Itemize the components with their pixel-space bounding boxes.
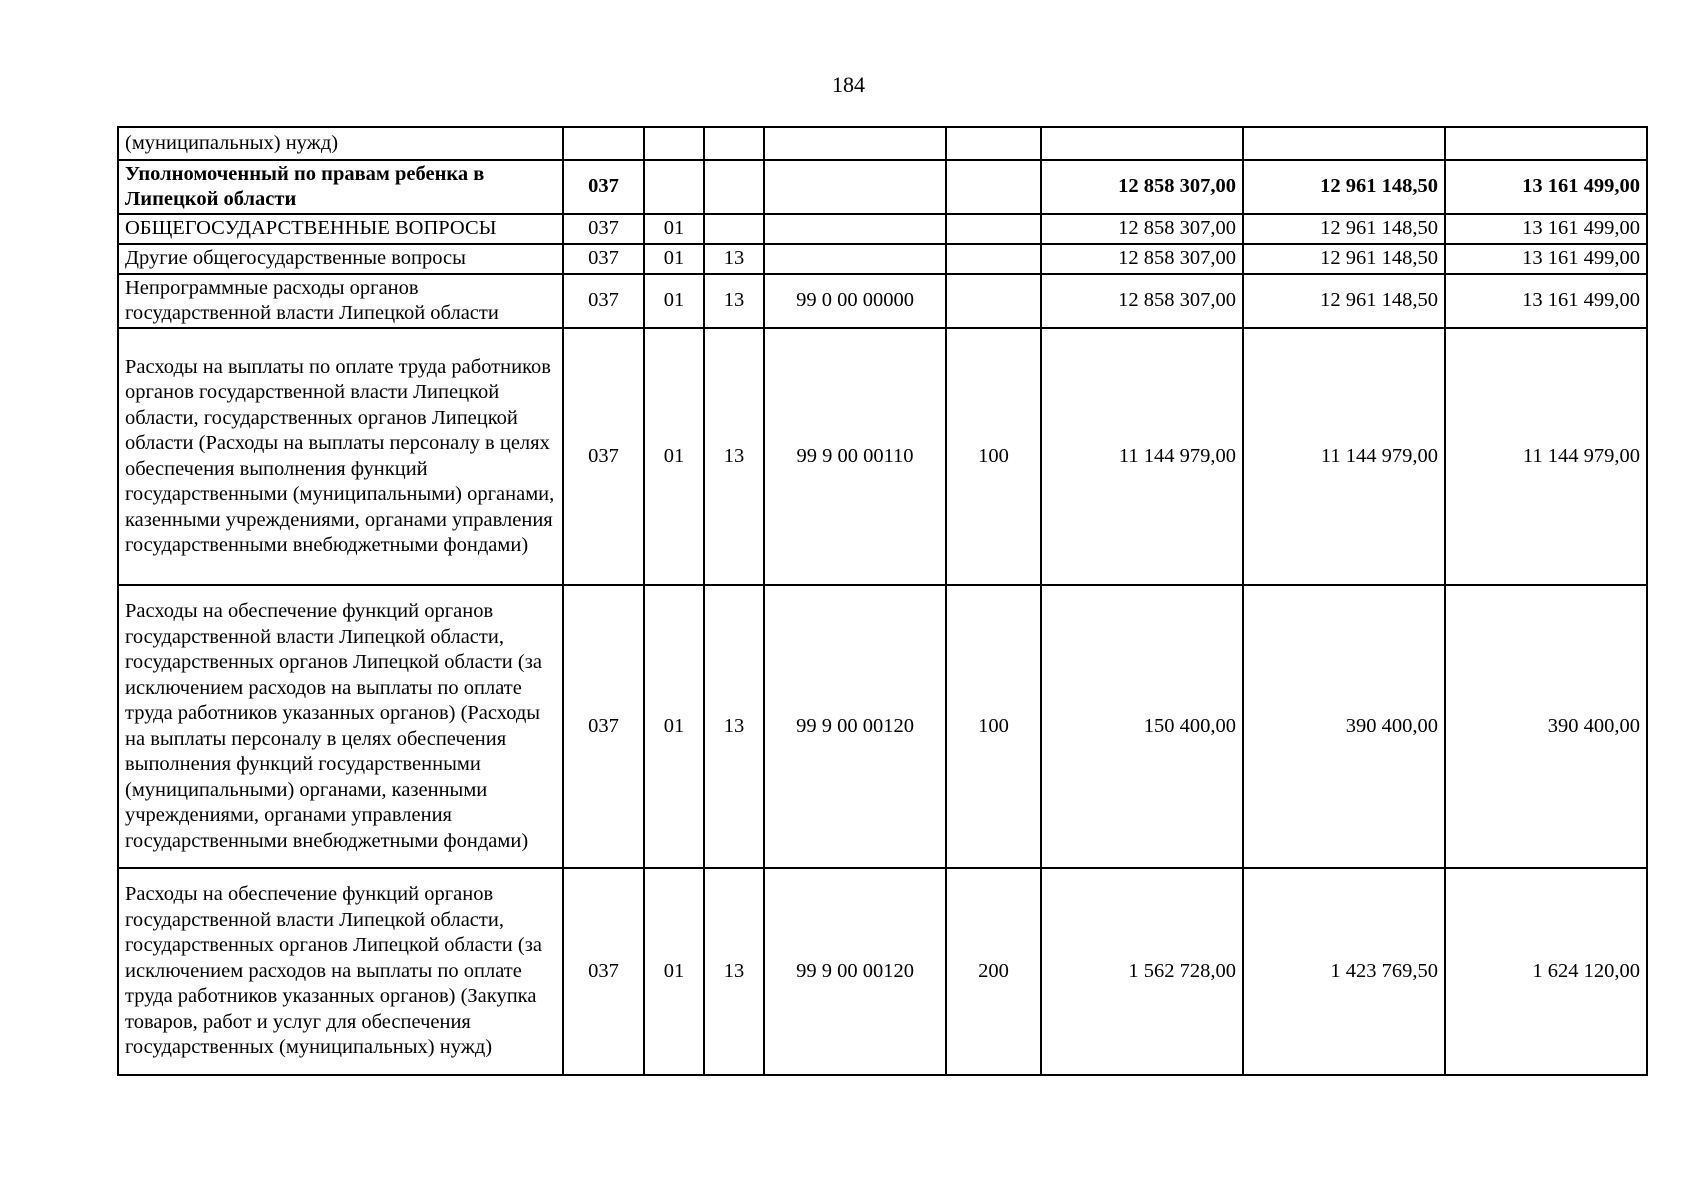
amount-year3: 13 161 499,00: [1445, 244, 1647, 274]
table-row: [118, 868, 1647, 1075]
amount-year3: 13 161 499,00: [1445, 214, 1647, 244]
budget-table: [117, 126, 1648, 1076]
table-row: [118, 244, 1647, 274]
amount-year1: 12 858 307,00: [1041, 214, 1243, 244]
table-row: [118, 585, 1647, 868]
row-name: Другие общегосударственные вопросы: [118, 244, 563, 274]
pr-cell: 13: [704, 328, 764, 585]
ved-cell: 037: [563, 214, 644, 244]
csr-cell: 99 0 00 00000: [764, 274, 946, 328]
csr-cell: [764, 127, 946, 160]
amount-year3: 13 161 499,00: [1445, 274, 1647, 328]
amount-year2: 12 961 148,50: [1243, 244, 1445, 274]
pr-cell: 13: [704, 868, 764, 1075]
csr-cell: 99 9 00 00120: [764, 585, 946, 868]
pr-cell: [704, 160, 764, 214]
csr-cell: 99 9 00 00110: [764, 328, 946, 585]
rz-cell: 01: [644, 274, 704, 328]
rz-cell: 01: [644, 585, 704, 868]
row-name: Непрограммные расходы органов государственной власти Липецкой области: [118, 274, 563, 328]
vr-cell: [946, 244, 1041, 274]
table-row: [118, 160, 1647, 214]
vr-cell: 100: [946, 328, 1041, 585]
vr-cell: [946, 127, 1041, 160]
pr-cell: [704, 127, 764, 160]
table-row: [118, 214, 1647, 244]
amount-year3: 13 161 499,00: [1445, 160, 1647, 214]
amount-year3: 11 144 979,00: [1445, 328, 1647, 585]
ved-cell: 037: [563, 868, 644, 1075]
amount-year2: 390 400,00: [1243, 585, 1445, 868]
vr-cell: 100: [946, 585, 1041, 868]
pr-cell: 13: [704, 585, 764, 868]
amount-year1: 11 144 979,00: [1041, 328, 1243, 585]
table-row: [118, 328, 1647, 585]
amount-year2: 12 961 148,50: [1243, 274, 1445, 328]
row-name: Уполномоченный по правам ребенка в Липецкой области: [118, 160, 563, 214]
amount-year3: 390 400,00: [1445, 585, 1647, 868]
row-name: Расходы на обеспечение функций органов государственной власти Липецкой области, государственных органов Липецкой области (за исключением расходов на выплаты по оплате труда работников указанных органов) (Расходы на выплаты персоналу в целях обеспечения выполнения функций государственными (муниципальными) органами, казенными учреждениями, органами управления государственными внебюджетными фондами): [118, 585, 563, 868]
ved-cell: 037: [563, 585, 644, 868]
amount-year2: 12 961 148,50: [1243, 214, 1445, 244]
csr-cell: [764, 244, 946, 274]
rz-cell: [644, 127, 704, 160]
amount-year1: 1 562 728,00: [1041, 868, 1243, 1075]
ved-cell: 037: [563, 328, 644, 585]
ved-cell: 037: [563, 244, 644, 274]
rz-cell: 01: [644, 214, 704, 244]
amount-year1: 12 858 307,00: [1041, 244, 1243, 274]
amount-year2: 12 961 148,50: [1243, 160, 1445, 214]
ved-cell: [563, 127, 644, 160]
vr-cell: [946, 214, 1041, 244]
pr-cell: [704, 214, 764, 244]
row-name: ОБЩЕГОСУДАРСТВЕННЫЕ ВОПРОСЫ: [118, 214, 563, 244]
amount-year3: 1 624 120,00: [1445, 868, 1647, 1075]
rz-cell: 01: [644, 328, 704, 585]
csr-cell: 99 9 00 00120: [764, 868, 946, 1075]
rz-cell: [644, 160, 704, 214]
ved-cell: 037: [563, 160, 644, 214]
rz-cell: 01: [644, 868, 704, 1075]
rz-cell: 01: [644, 244, 704, 274]
csr-cell: [764, 160, 946, 214]
vr-cell: [946, 274, 1041, 328]
page-number: 184: [832, 72, 865, 97]
vr-cell: 200: [946, 868, 1041, 1075]
amount-year3: [1445, 127, 1647, 160]
ved-cell: 037: [563, 274, 644, 328]
table-row: [118, 127, 1647, 160]
amount-year2: [1243, 127, 1445, 160]
pr-cell: 13: [704, 244, 764, 274]
row-name: (муниципальных) нужд): [118, 127, 563, 160]
csr-cell: [764, 214, 946, 244]
amount-year2: 1 423 769,50: [1243, 868, 1445, 1075]
table-row: [118, 274, 1647, 328]
row-name: Расходы на обеспечение функций органов государственной власти Липецкой области, государственных органов Липецкой области (за исключением расходов на выплаты по оплате труда работников указанных органов) (Закупка товаров, работ и услуг для обеспечения государственных (муниципальных) нужд): [118, 868, 563, 1075]
amount-year1: 150 400,00: [1041, 585, 1243, 868]
row-name: Расходы на выплаты по оплате труда работников органов государственной власти Липецкой области, государственных органов Липецкой области (Расходы на выплаты персоналу в целях обеспечения выполнения функций государственными (муниципальными) органами, казенными учреждениями, органами управления государственными внебюджетными фондами): [118, 328, 563, 585]
pr-cell: 13: [704, 274, 764, 328]
amount-year1: 12 858 307,00: [1041, 160, 1243, 214]
amount-year1: [1041, 127, 1243, 160]
amount-year1: 12 858 307,00: [1041, 274, 1243, 328]
amount-year2: 11 144 979,00: [1243, 328, 1445, 585]
vr-cell: [946, 160, 1041, 214]
